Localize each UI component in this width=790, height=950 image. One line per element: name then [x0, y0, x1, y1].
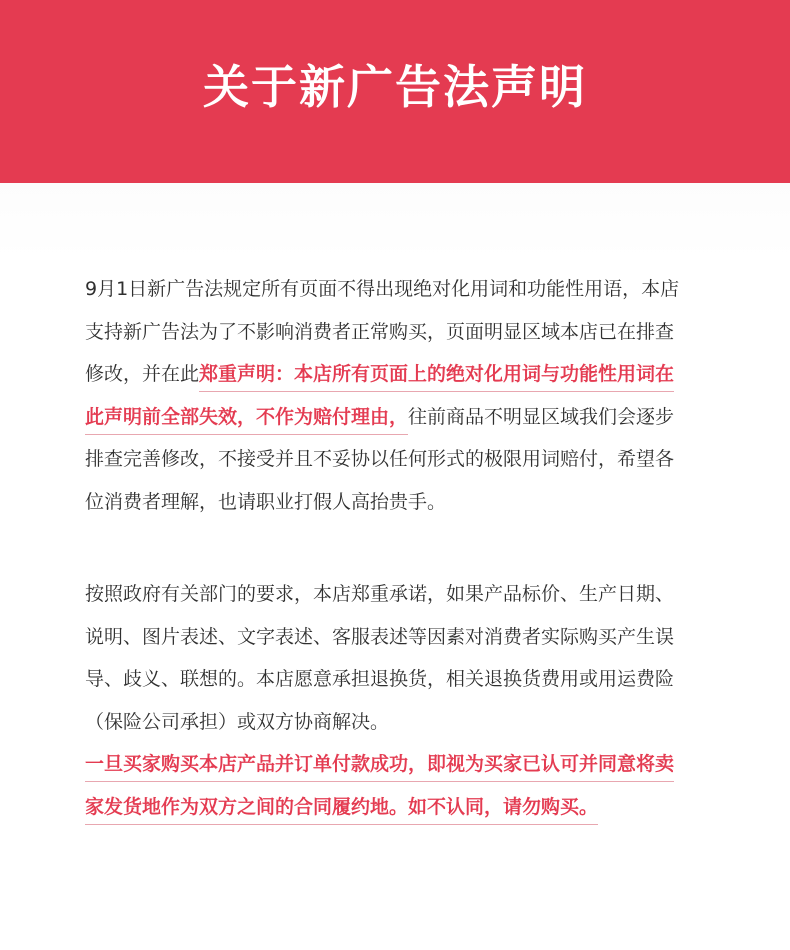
- paragraph-line: [85, 481, 707, 524]
- paragraph-line: [85, 701, 707, 744]
- notice-paragraph-2: [85, 573, 707, 828]
- paragraph-line: [85, 743, 707, 786]
- paragraph-text: 位消费者理解，也请职业打假人高抬贵手。: [85, 490, 447, 513]
- paragraph-line: [85, 396, 707, 439]
- paragraph-line: [85, 311, 707, 354]
- highlighted-declaration: 郑重声明：本店所有页面上的绝对化用词与功能性用词在: [199, 363, 674, 392]
- highlighted-purchase-terms: 一旦买家购买本店产品并订单付款成功，即视为买家已认可并同意将卖: [85, 753, 674, 782]
- notice-paragraph-1: [85, 268, 707, 524]
- paragraph-line: [85, 658, 707, 701]
- paragraph-text: 说明、图片表述、文字表述、客服表述等因素对消费者实际购买产生误: [85, 625, 675, 648]
- paragraph-line: [85, 573, 707, 616]
- paragraph-text: 排查完善修改，不接受并且不妥协以任何形式的极限用词赔付，希望各: [85, 448, 675, 471]
- paragraph-text: 9月1日新广告法规定所有页面不得出现绝对化用词和功能性用语，本店: [85, 278, 680, 300]
- paragraph-text: 导、歧义、联想的。本店愿意承担退换货，相关退换货费用或用运费险: [85, 668, 675, 690]
- paragraph-text: （保险公司承担）或双方协商解决。: [85, 710, 390, 733]
- highlighted-purchase-terms: 家发货地作为双方之间的合同履约地。如不认同，请勿购买。: [85, 796, 598, 825]
- paragraph-text: 往前商品不明显区域我们会逐步: [408, 405, 675, 428]
- paragraph-line: [85, 268, 707, 311]
- highlighted-declaration: 此声明前全部失效，不作为赔付理由，: [85, 406, 408, 435]
- paragraph-line: [85, 353, 707, 396]
- paragraph-line: [85, 786, 707, 829]
- paragraph-text: 修改，并在此: [85, 363, 200, 386]
- paragraph-text: 按照政府有关部门的要求，本店郑重承诺，如果产品标价、生产日期、: [85, 583, 675, 605]
- header-banner: [0, 0, 790, 183]
- paragraph-line: [85, 438, 707, 481]
- paragraph-text: 支持新广告法为了不影响消费者正常购买，页面明显区域本店已在排查: [85, 320, 675, 343]
- page-title: 关于新广告法声明: [203, 59, 587, 114]
- paragraph-line: [85, 616, 707, 659]
